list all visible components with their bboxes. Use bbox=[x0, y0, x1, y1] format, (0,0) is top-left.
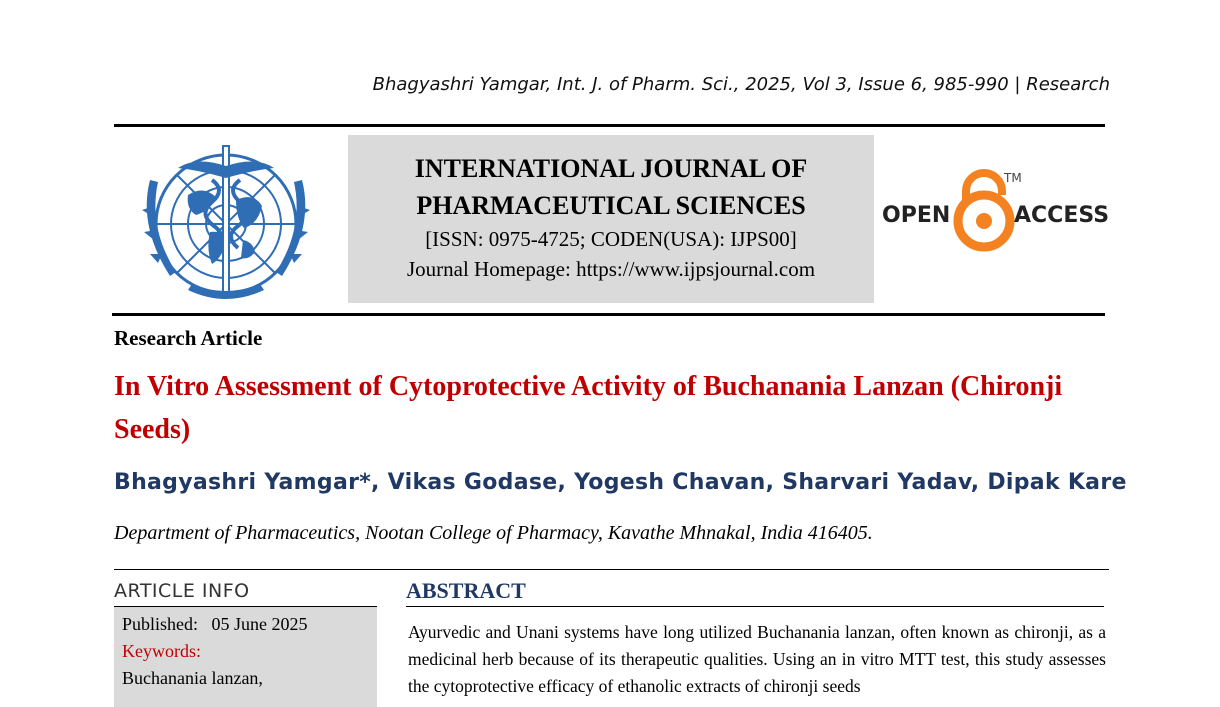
section-divider bbox=[114, 569, 1109, 570]
published-date: 05 June 2025 bbox=[211, 614, 308, 634]
abstract-text: Ayurvedic and Unani systems have long utilized Buchanania lanzan, often known as chironji, as a medicinal herb because of its therapeutic qualities. Using an in vitro MTT test, this study assesses the cytoprotective efficacy of ethanolic extracts of chironji seeds bbox=[408, 622, 1106, 696]
abstract-heading: ABSTRACT bbox=[406, 578, 526, 603]
author-list: Bhagyashri Yamgar*, Vikas Godase, Yogesh Chavan, Sharvari Yadav, Dipak Kare bbox=[114, 470, 1127, 495]
journal-issn: [ISSN: 0975-4725; CODEN(USA): IJPS00] bbox=[425, 227, 797, 251]
top-rule bbox=[114, 124, 1105, 127]
article-info-box bbox=[114, 606, 377, 707]
author-affiliation: Department of Pharmaceutics, Nootan College of Pharmacy, Kavathe Mhnakal, India 416405. bbox=[114, 522, 873, 544]
keyword-item: Buchanania lanzan, bbox=[122, 668, 263, 688]
article-info-heading: ARTICLE INFO bbox=[114, 580, 250, 602]
keywords-label: Keywords: bbox=[122, 641, 201, 661]
masthead-bottom-rule bbox=[112, 313, 1105, 316]
open-access-access-text: ACCESS bbox=[1014, 203, 1110, 228]
published-label: Published: bbox=[122, 614, 199, 634]
article-title: In Vitro Assessment of Cytoprotective Activity of Buchanania Lanzan (Chironji Seeds) bbox=[114, 371, 1063, 445]
running-citation: Bhagyashri Yamgar, Int. J. of Pharm. Sci., 2025, Vol 3, Issue 6, 985-990 | Research bbox=[372, 74, 1110, 95]
published-row bbox=[114, 611, 377, 638]
open-lock-icon bbox=[958, 173, 1010, 247]
open-access-open-text: OPEN bbox=[882, 203, 951, 228]
journal-emblem-logo bbox=[128, 140, 324, 306]
journal-title: INTERNATIONAL JOURNAL OF PHARMACEUTICAL SCIENCES bbox=[414, 154, 808, 220]
open-access-tm: TM bbox=[1004, 171, 1022, 185]
journal-masthead bbox=[348, 135, 874, 303]
journal-homepage-link[interactable]: Journal Homepage: https://www.ijpsjournal.com bbox=[406, 257, 816, 281]
open-access-logo bbox=[880, 165, 1110, 255]
article-type-label: Research Article bbox=[114, 326, 263, 350]
abstract-rule bbox=[406, 606, 1104, 607]
